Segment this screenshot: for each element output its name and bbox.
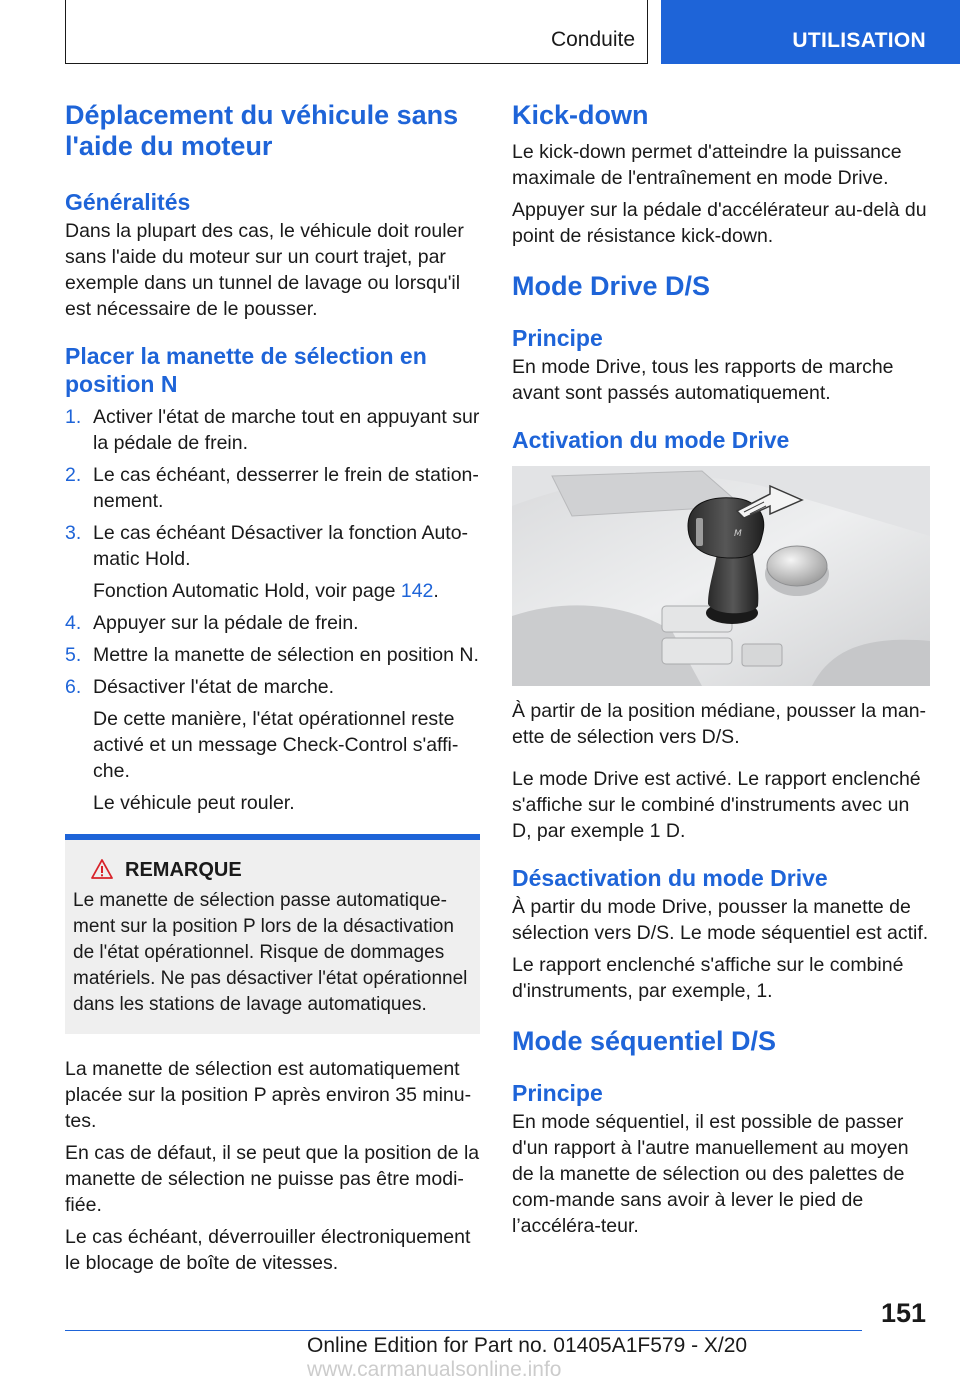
footer-edition-text: Online Edition for Part no. 01405A1F579 - X/20 xyxy=(307,1334,748,1357)
paragraph-auto-p: La manette de sélection est automatiquement placée sur la position P après environ 35 minu‐tes. xyxy=(65,1058,472,1132)
activation-text-1: À partir de la position médiane, pousser la man‐ette de sélection vers D/S. xyxy=(512,700,927,748)
activation-text-2: Le mode Drive est activé. Le rapport enclenché s'affiche sur le combiné d'instruments avec un D, par exemple 1 D. xyxy=(512,768,921,842)
paragraph-deverrouiller: Le cas échéant, déverrouiller électroniquement le blocage de boîte de vitesses. xyxy=(65,1226,471,1274)
warning-title: REMARQUE xyxy=(125,859,242,881)
warning-triangle-icon xyxy=(91,859,113,879)
warning-box xyxy=(65,834,480,1034)
step-number: 4. xyxy=(65,612,82,634)
desactivation-text-1: À partir du mode Drive, pousser la manette de sélection vers D/S. Le mode séquentiel est actif. xyxy=(512,896,929,944)
footer-rule xyxy=(65,1330,862,1331)
step-item xyxy=(65,462,480,514)
left-column xyxy=(65,100,480,1276)
header-section-title: Conduite xyxy=(550,28,635,51)
generalites-text: Dans la plupart des cas, le véhicule doit rouler sans l'aide du moteur sur un court trajet, par exemple dans un tunnel de lavage ou lorsqu'il est nécessaire de le pousser. xyxy=(65,220,464,320)
desactivation-text-2: Le rapport enclenché s'affiche sur le combiné d'instruments, par exemple, 1. xyxy=(512,954,904,1002)
step-item xyxy=(65,674,480,700)
drive-principe-text: En mode Drive, tous les rapports de marche avant sont passés automatiquement. xyxy=(512,356,894,404)
lever-badge: M xyxy=(734,529,742,539)
heading-kick-down: Kick-down xyxy=(512,100,649,130)
heading-mode-drive: Mode Drive D/S xyxy=(512,271,711,301)
step-number: 6. xyxy=(65,676,82,698)
page-reference-link[interactable]: 142 xyxy=(400,580,434,602)
heading-deplacement: Déplacement du véhicule sans l'aide du moteur xyxy=(65,100,459,161)
step-text: Activer l'état de marche tout en appuyant sur la pédale de frein. xyxy=(93,406,480,454)
reference-text: Fonction Automatic Hold, voir page xyxy=(93,580,401,602)
heading-sequentiel-principe: Principe xyxy=(512,1080,603,1106)
step-text: Le cas échéant, desserrer le frein de station‐nement. xyxy=(93,464,479,512)
step-number: 5. xyxy=(65,644,82,666)
step-6-note-2: Le véhicule peut rouler. xyxy=(93,792,295,814)
step-text: Appuyer sur la pédale de frein. xyxy=(93,612,359,634)
step-text: Désactiver l'état de marche. xyxy=(93,676,335,698)
step-3-reference xyxy=(65,578,480,604)
heading-generalites: Généralités xyxy=(65,189,191,215)
heading-placer-manette: Placer la manette de sélection en position N xyxy=(65,343,427,397)
step-item xyxy=(65,642,480,668)
gear-selector-photo xyxy=(512,466,930,686)
page-number: 151 xyxy=(880,1298,926,1328)
step-text: Mettre la manette de sélection en position N. xyxy=(93,644,479,666)
heading-desactivation-drive: Désactivation du mode Drive xyxy=(512,865,828,891)
heading-drive-principe: Principe xyxy=(512,325,603,351)
warning-text: Le manette de sélection passe automatique‐ment sur la position P lors de la désactivation de l'état opérationnel. Risque de dommages matériels. Ne pas désactiver l'état opérationnel dans les stations de lavage automatiques. xyxy=(73,890,468,1015)
step-number: 3. xyxy=(65,522,82,544)
step-number: 1. xyxy=(65,406,82,428)
header-section-box xyxy=(65,0,648,64)
kickdown-text-1: Le kick-down permet d'atteindre la puissance maximale de l'entraînement en mode Drive. xyxy=(512,141,902,189)
footer-watermark: www.carmanualsonline.info xyxy=(307,1358,562,1381)
step-6-note: De cette manière, l'état opérationnel reste activé et un message Check-Control s'affi‐che. xyxy=(93,708,459,782)
step-item xyxy=(65,610,480,636)
step-text: Le cas échéant Désactiver la fonction Auto‐matic Hold. xyxy=(93,522,469,570)
warning-title-row xyxy=(73,858,470,882)
paragraph-defaut: En cas de défaut, il se peut que la position de la manette de sélection ne puisse pas être modi‐fiée. xyxy=(65,1142,480,1216)
kickdown-text-2: Appuyer sur la pédale d'accélérateur au-delà du point de résistance kick-down. xyxy=(512,199,927,247)
right-column xyxy=(512,100,930,1239)
step-number: 2. xyxy=(65,464,82,486)
footer-edition xyxy=(307,1334,960,1382)
header-chapter-tab xyxy=(661,0,960,64)
steps-list xyxy=(65,404,480,816)
sequentiel-principe-text: En mode séquentiel, il est possible de passer d'un rapport à l'autre manuellement au moyen de la manette de sélection ou des palettes de com‐mande sans avoir à lever le pied de l’accéléra‐teur. xyxy=(512,1111,909,1237)
header-chapter-title: UTILISATION xyxy=(792,29,926,52)
step-item xyxy=(65,520,480,572)
reference-suffix: . xyxy=(433,580,439,602)
heading-activation-drive: Activation du mode Drive xyxy=(512,427,790,453)
heading-mode-sequentiel: Mode séquentiel D/S xyxy=(512,1026,777,1056)
step-item xyxy=(65,404,480,456)
